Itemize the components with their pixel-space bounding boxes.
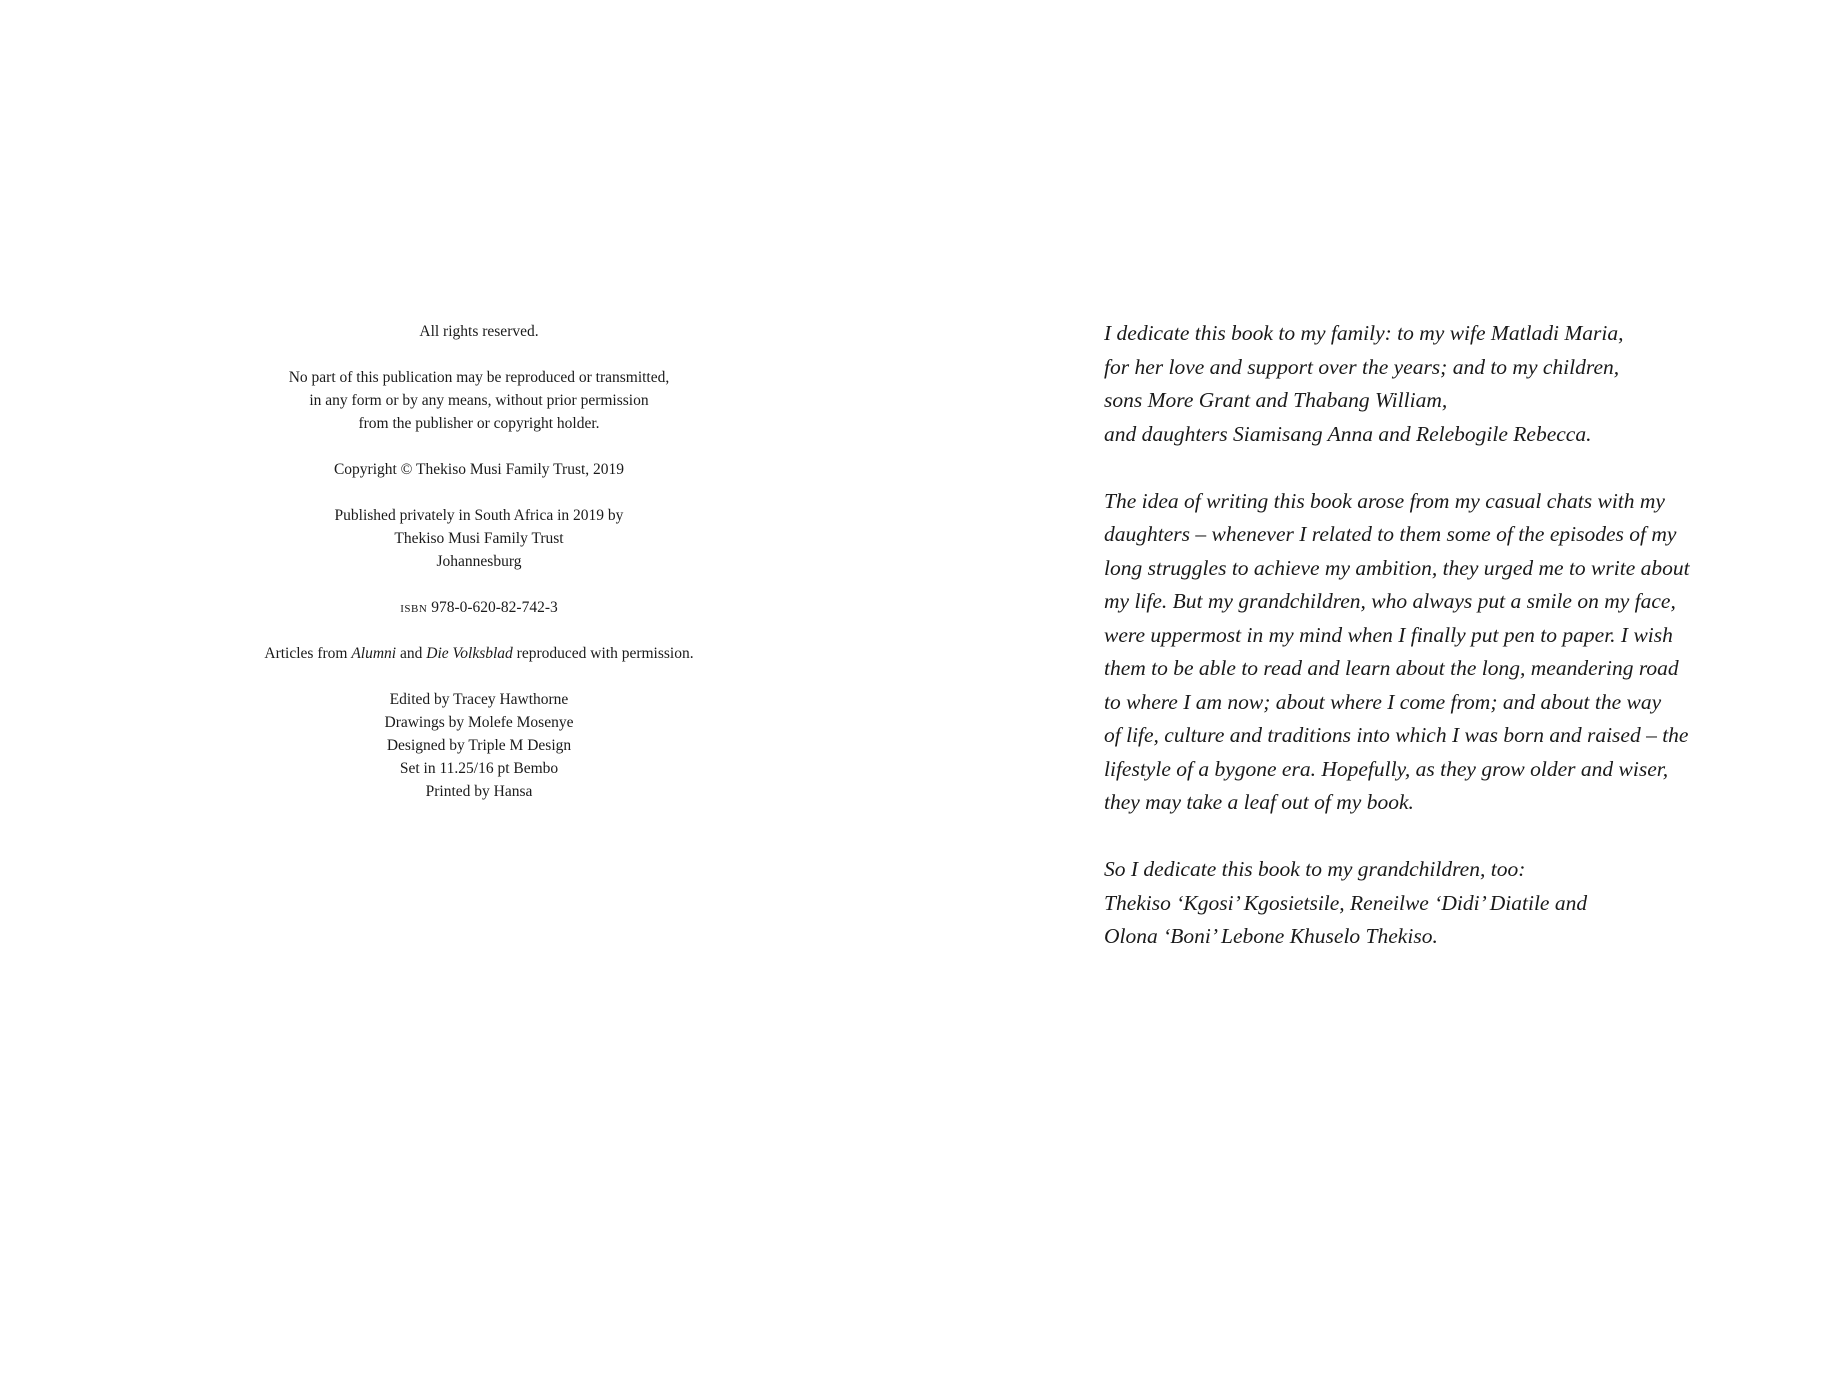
- articles-suffix: reproduced with permission.: [512, 645, 694, 662]
- articles-line: [179, 642, 779, 665]
- dedication-line: my life. But my grandchildren, who always put a smile on my face,: [1104, 589, 1676, 613]
- dedication-line: long struggles to achieve my ambition, they urged me to write about: [1104, 555, 1690, 580]
- publisher-line: Thekiso Musi Family Trust: [394, 530, 564, 547]
- dedication-text: [1104, 317, 1784, 987]
- dedication-line: daughters – whenever I related to them some of the episodes of my: [1104, 522, 1677, 546]
- imprint-block: [179, 320, 779, 826]
- copyright-line: Copyright © Thekiso Musi Family Trust, 2019: [333, 461, 625, 478]
- articles-title-alumni: Alumni: [351, 645, 397, 662]
- articles-permission: [179, 642, 779, 665]
- isbn-number: 978-0-620-82-742-3: [431, 599, 558, 616]
- credit-printer: Printed by Hansa: [425, 783, 533, 800]
- articles-prefix: Articles from: [264, 645, 352, 662]
- publisher-line: Johannesburg: [436, 553, 522, 570]
- dedication-line: Thekiso ‘Kgosi’ Kgosietsile, Reneilwe ‘Didi’ Diatile and: [1104, 890, 1588, 915]
- isbn-line: [179, 596, 779, 619]
- credit-typeset: Set in 11.25/16 pt Bembo: [399, 760, 559, 777]
- publisher-info: [179, 504, 779, 573]
- dedication-line: for her love and support over the years; and to my children,: [1104, 354, 1620, 379]
- dedication-line: Olona ‘Boni’ Lebone Khuselo Thekiso.: [1104, 924, 1438, 948]
- isbn-label: isbn: [400, 599, 428, 616]
- dedication-family: [1104, 317, 1784, 451]
- publisher-line: Published privately in South Africa in 2019 by: [334, 507, 624, 524]
- isbn: [179, 596, 779, 619]
- dedication-line: to where I am now; about where I come from; and about the way: [1104, 689, 1662, 714]
- dedication-line: So I dedicate this book to my grandchildren, too:: [1104, 857, 1526, 881]
- credit-drawings: Drawings by Molefe Mosenye: [384, 714, 574, 731]
- reproduction-line: No part of this publication may be reproduced or transmitted,: [288, 369, 670, 386]
- credit-design: Designed by Triple M Design: [386, 737, 572, 754]
- rights-statement: [179, 320, 779, 343]
- dedication-page: [1040, 0, 1843, 1382]
- dedication-line: The idea of writing this book arose from my casual chats with my: [1104, 488, 1665, 513]
- dedication-line: I dedicate this book to my family: to my wife Matladi Maria,: [1104, 321, 1624, 345]
- reproduction-notice: [179, 366, 779, 435]
- dedication-grandchildren: [1104, 853, 1784, 954]
- articles-middle: and: [396, 645, 427, 662]
- articles-title-volksblad: Die Volksblad: [426, 645, 513, 662]
- rights-line: All rights reserved.: [419, 323, 539, 340]
- dedication-line: sons More Grant and Thabang William,: [1104, 388, 1448, 412]
- dedication-line: were uppermost in my mind when I finally put pen to paper. I wish: [1104, 622, 1673, 647]
- dedication-line: they may take a leaf out of my book.: [1104, 790, 1414, 814]
- dedication-line: lifestyle of a bygone era. Hopefully, as they grow older and wiser,: [1104, 756, 1669, 781]
- copyright-notice: [179, 458, 779, 481]
- dedication-story: [1104, 485, 1784, 820]
- credit-editor: Edited by Tracey Hawthorne: [389, 691, 569, 708]
- dedication-line: and daughters Siamisang Anna and Relebogile Rebecca.: [1104, 421, 1592, 446]
- dedication-line: of life, culture and traditions into which I was born and raised – the: [1104, 723, 1689, 747]
- reproduction-line: from the publisher or copyright holder.: [358, 415, 600, 432]
- production-credits: [179, 688, 779, 803]
- dedication-line: them to be able to read and learn about the long, meandering road: [1104, 656, 1679, 680]
- reproduction-line: in any form or by any means, without prior permission: [309, 392, 649, 409]
